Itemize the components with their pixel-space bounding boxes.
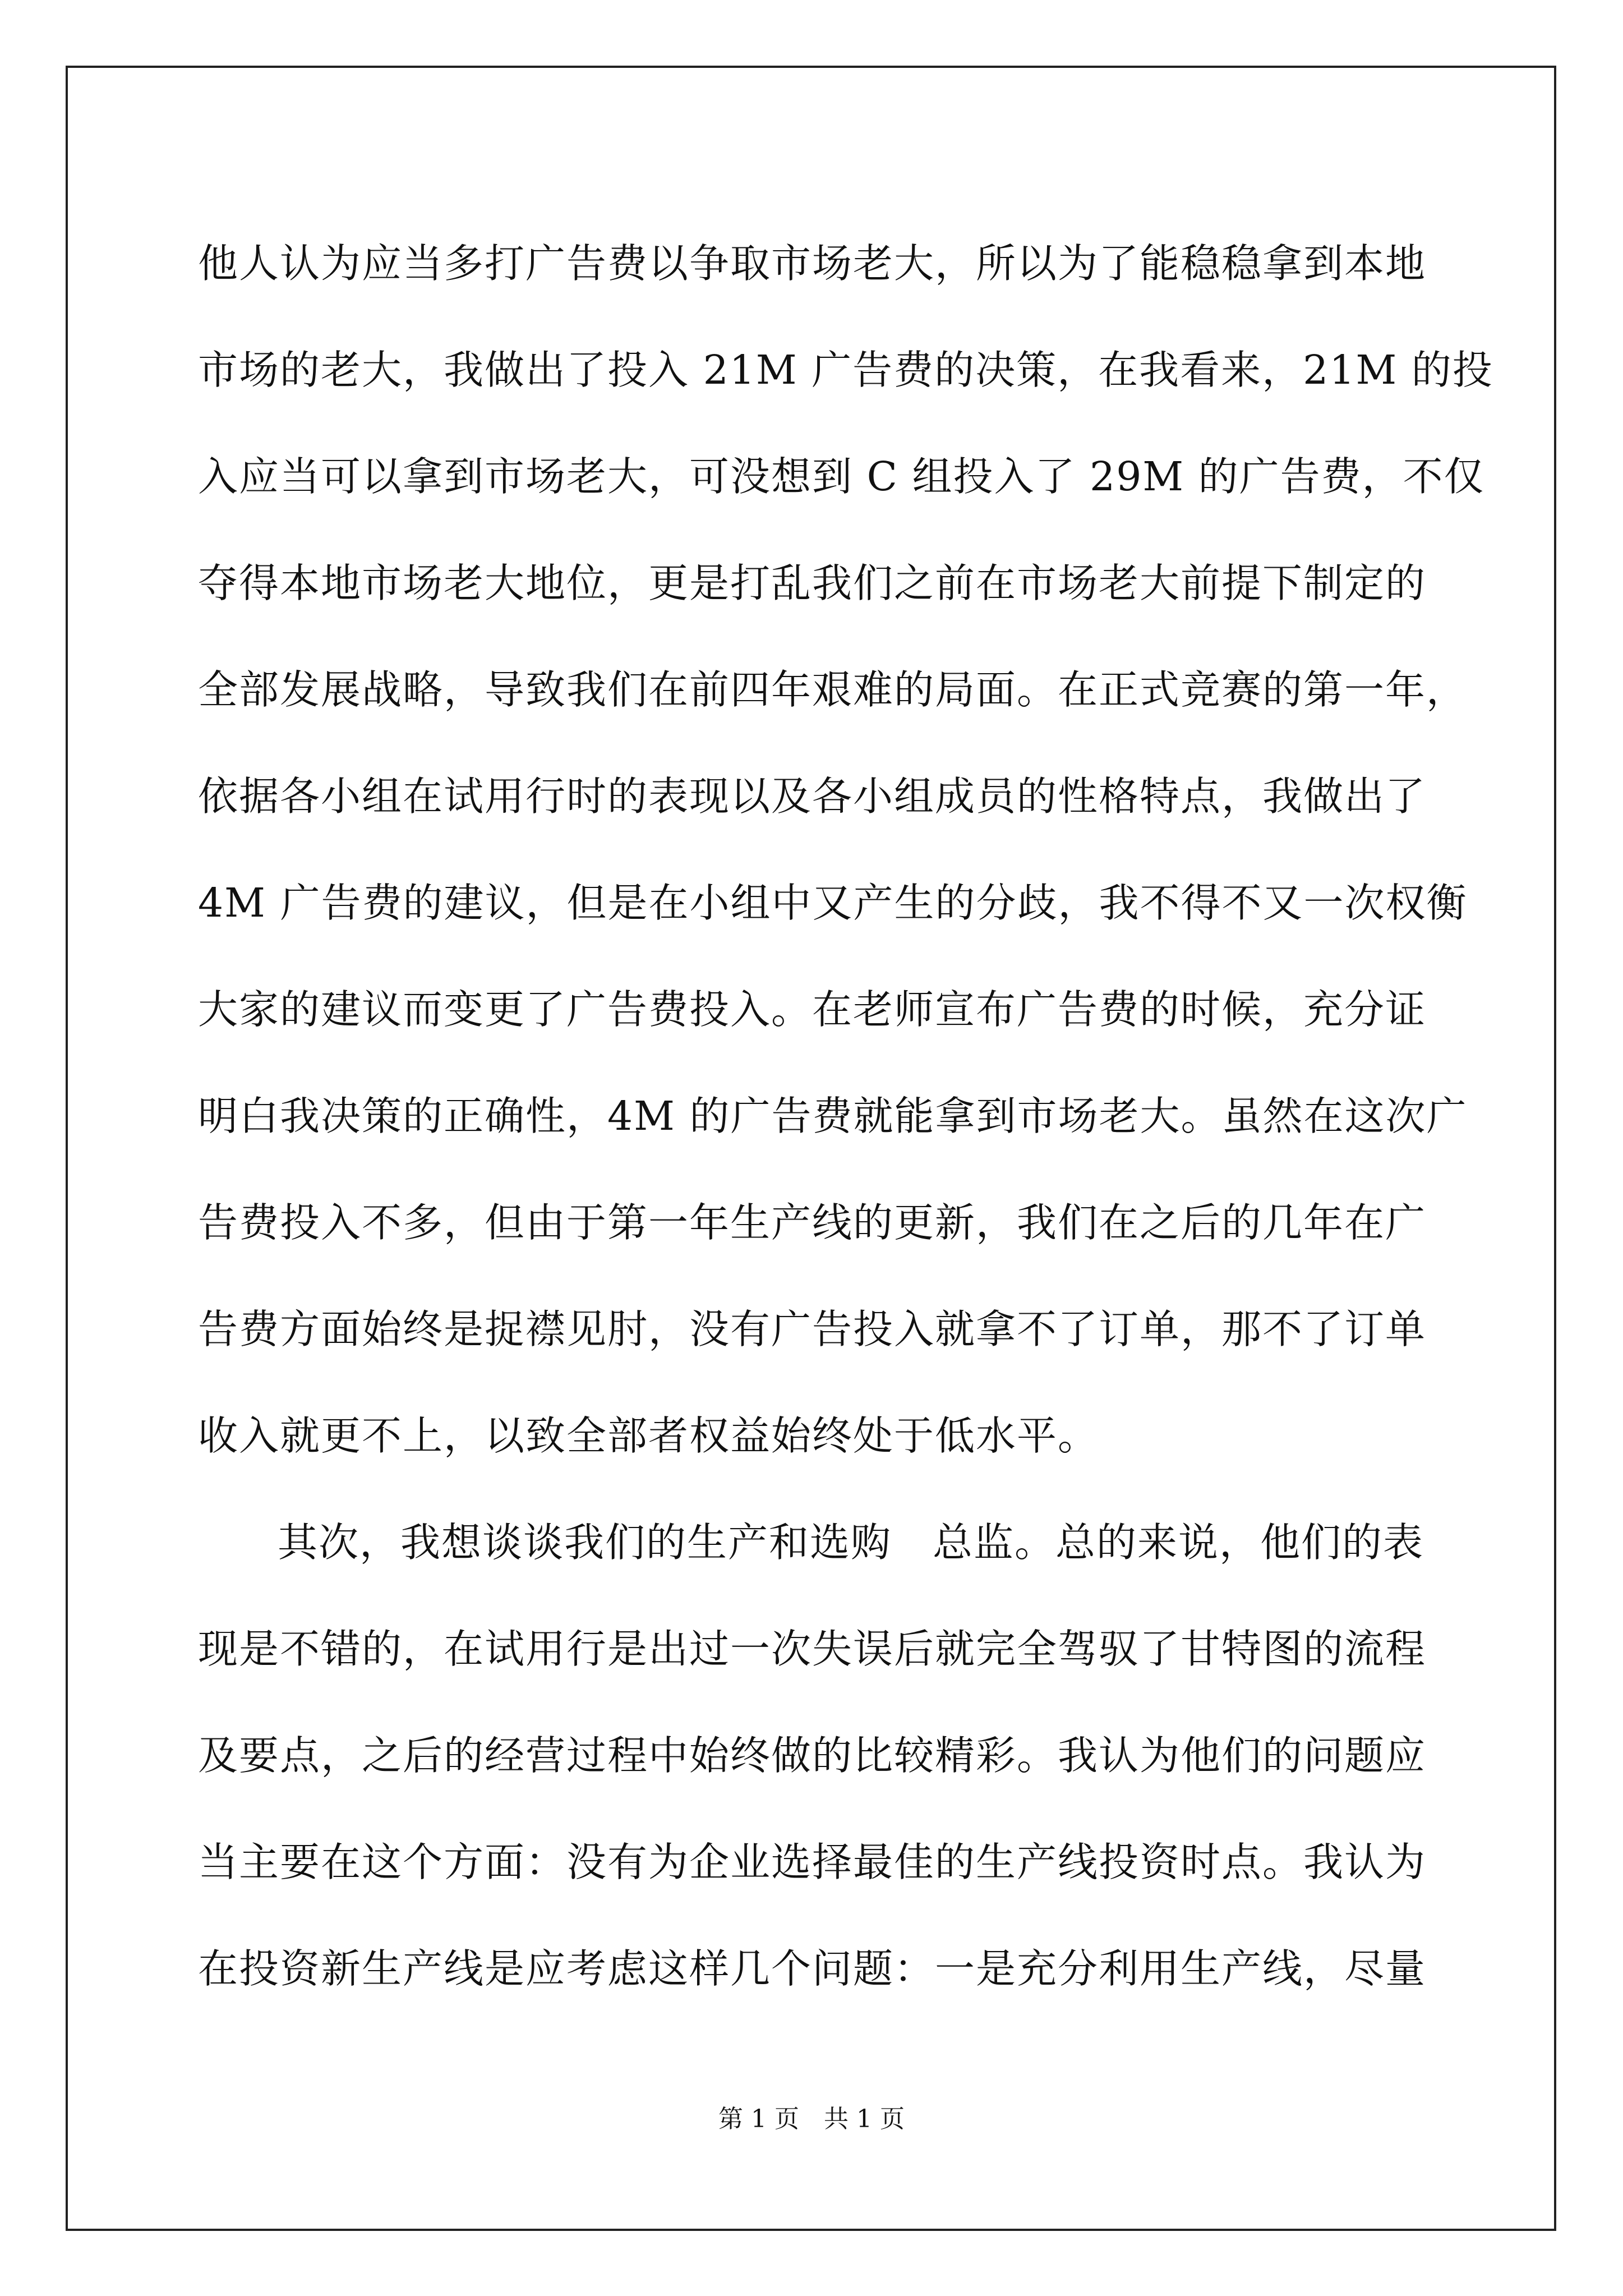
text-line: 及要点，之后的经营过程中始终做的比较精彩。我认为他们的问题应 [198,1732,1427,1779]
text-line: 明白我决策的正确性，4M 的广告费就能拿到市场老大。虽然在这次广 [198,1093,1468,1139]
text-line: 大家的建议而变更了广告费投入。在老师宣布广告费的时候，充分证 [198,986,1427,1033]
page-number-footer: 第 1 页 共 1 页 [718,2105,905,2133]
text-line: 现是不错的，在试用行是出过一次失误后就完全驾驭了甘特图的流程 [198,1626,1427,1672]
text-line: 收入就更不上，以致全部者权益始终处于低水平。 [198,1412,1099,1459]
text-line: 入应当可以拿到市场老大，可没想到 C 组投入了 29M 的广告费，不仅 [198,453,1485,500]
text-line: 当主要在这个方面：没有为企业选择最佳的生产线投资时点。我认为 [198,1839,1427,1885]
paragraph-first-line: 其次，我想谈谈我们的生产和选购 总监。总的来说，他们的表 [278,1519,1424,1566]
text-line: 告费投入不多，但由于第一年生产线的更新，我们在之后的几年在广 [198,1199,1427,1246]
text-line: 依据各小组在试用行时的表现以及各小组成员的性格特点，我做出了 [198,773,1427,820]
text-line: 4M 广告费的建议，但是在小组中又产生的分歧，我不得不又一次权衡 [198,880,1468,926]
text-line: 告费方面始终是捉襟见肘，没有广告投入就拿不了订单，那不了订单 [198,1306,1427,1352]
text-line: 夺得本地市场老大地位，更是打乱我们之前在市场老大前提下制定的 [198,560,1427,606]
text-line: 他人认为应当多打广告费以争取市场老大，所以为了能稳稳拿到本地 [198,240,1427,287]
text-line: 全部发展战略，导致我们在前四年艰难的局面。在正式竞赛的第一年， [198,666,1468,713]
text-line: 市场的老大，我做出了投入 21M 广告费的决策，在我看来，21M 的投 [198,347,1493,393]
document-body [198,210,1493,2022]
text-line: 在投资新生产线是应考虑这样几个问题：一是充分利用生产线，尽量 [198,1945,1427,1992]
